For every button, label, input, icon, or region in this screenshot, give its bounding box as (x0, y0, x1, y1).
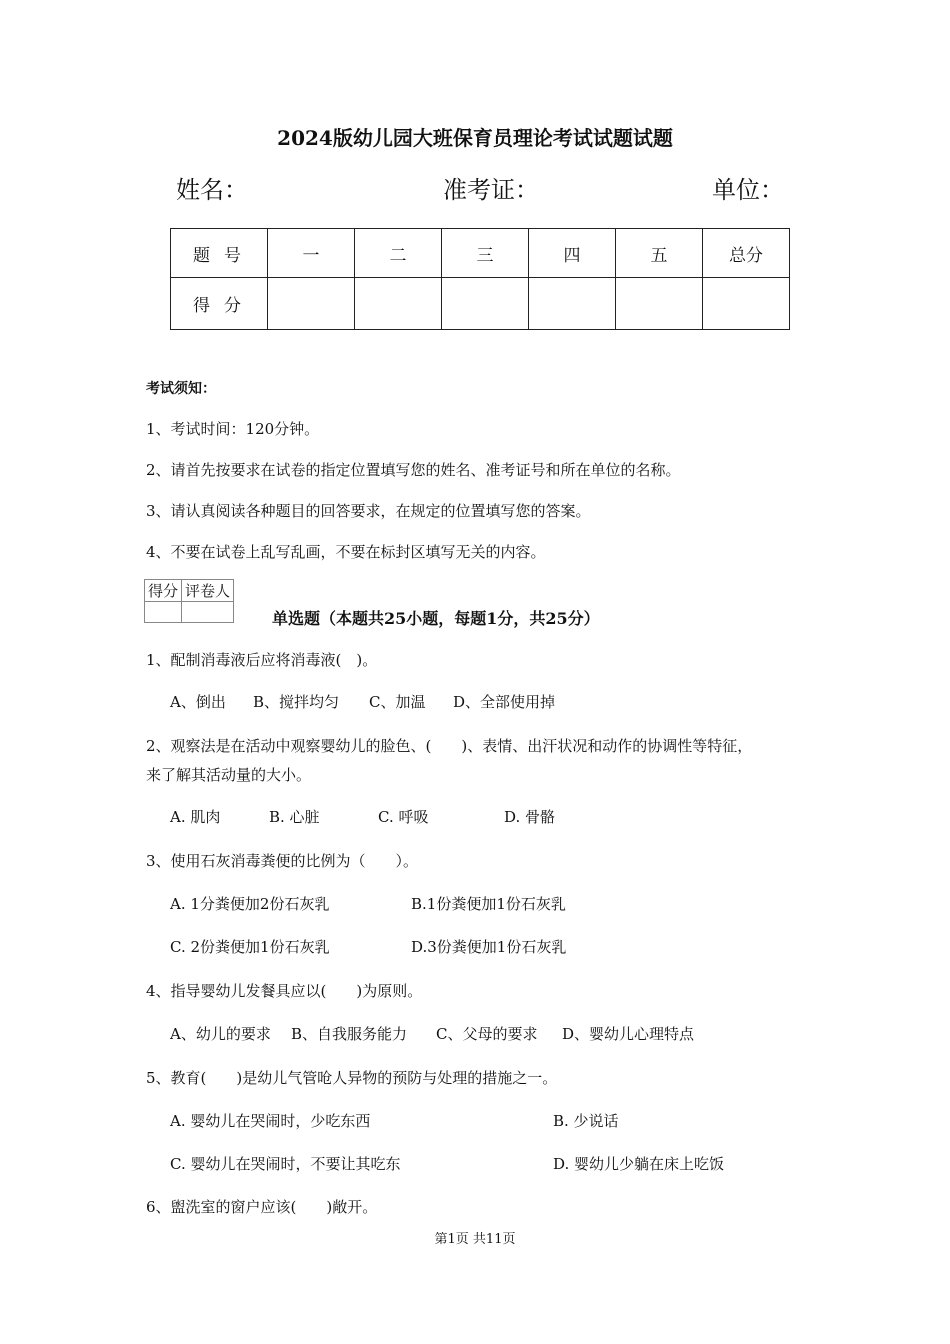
question-5-stem: 5、教育( )是幼儿气管呛人异物的预防与处理的措施之一。 (146, 1069, 558, 1087)
score-table-score-row (171, 278, 790, 330)
score-cell[interactable] (529, 278, 616, 330)
exam-title: 2024版幼儿园大班保育员理论考试试题试题 (277, 126, 673, 150)
q4-option-d: D、婴幼儿心理特点 (562, 1025, 695, 1043)
q4-option-b: B、自我服务能力 (291, 1025, 408, 1043)
q1-option-d: D、全部使用掉 (453, 693, 556, 711)
grader-reviewer-cell[interactable] (182, 602, 234, 623)
q2-option-a: A. 肌肉 (170, 808, 221, 826)
q5-option-d: D. 婴幼儿少躺在床上吃饭 (553, 1155, 725, 1173)
q3-option-b: B.1份粪便加1份石灰乳 (411, 895, 566, 913)
score-col-3: 三 (442, 229, 529, 278)
score-col-4: 四 (529, 229, 616, 278)
q5-option-c: C. 婴幼儿在哭闹时，不要让其吃东 (170, 1155, 401, 1173)
q4-option-c: C、父母的要求 (436, 1025, 538, 1043)
grader-score-label: 得分 (145, 580, 182, 602)
score-cell[interactable] (268, 278, 355, 330)
score-label: 得分 (171, 278, 268, 330)
question-number-label: 题号 (171, 229, 268, 278)
ticket-number-label: 准考证： (443, 176, 539, 204)
q1-option-b: B、搅拌均匀 (253, 693, 340, 711)
q5-option-b: B. 少说话 (553, 1112, 619, 1130)
score-table-header-row (171, 229, 790, 278)
q3-option-d: D.3份粪便加1份石灰乳 (411, 938, 567, 956)
question-4-stem: 4、指导婴幼儿发餐具应以( )为原则。 (146, 982, 423, 1000)
q5-option-a: A. 婴幼儿在哭闹时，少吃东西 (170, 1112, 371, 1130)
notes-heading: 考试须知： (146, 381, 216, 397)
name-label: 姓名： (176, 176, 248, 204)
score-col-2: 二 (355, 229, 442, 278)
question-2-stem-continued: 来了解其活动量的大小。 (146, 766, 312, 784)
score-table (170, 228, 790, 330)
score-cell[interactable] (355, 278, 442, 330)
page-footer: 第1页 共11页 (434, 1232, 516, 1247)
q1-option-a: A、倒出 (170, 693, 226, 711)
score-col-total: 总分 (703, 229, 790, 278)
score-cell[interactable] (616, 278, 703, 330)
grader-reviewer-label: 评卷人 (182, 580, 234, 602)
note-item: 4、不要在试卷上乱写乱画，不要在标封区填写无关的内容。 (146, 543, 546, 561)
note-item: 2、请首先按要求在试卷的指定位置填写您的姓名、准考证号和所在单位的名称。 (146, 461, 681, 479)
question-6-stem: 6、盥洗室的窗户应该( )敞开。 (146, 1198, 378, 1216)
q2-option-b: B. 心脏 (269, 808, 320, 826)
q1-option-c: C、加温 (369, 693, 426, 711)
score-col-5: 五 (616, 229, 703, 278)
note-item: 1、考试时间：120分钟。 (146, 420, 320, 438)
grader-box (144, 579, 234, 623)
q3-option-a: A. 1分粪便加2份石灰乳 (170, 895, 330, 913)
q2-option-c: C. 呼吸 (378, 808, 429, 826)
unit-label: 单位： (712, 176, 784, 204)
score-cell[interactable] (703, 278, 790, 330)
q4-option-a: A、幼儿的要求 (170, 1025, 271, 1043)
question-2-stem: 2、观察法是在活动中观察婴幼儿的脸色、( )、表情、出汗状况和动作的协调性等特征， (146, 737, 753, 755)
section-title: 单选题（本题共25小题，每题1分，共25分） (272, 609, 600, 628)
score-cell[interactable] (442, 278, 529, 330)
q3-option-c: C. 2份粪便加1份石灰乳 (170, 938, 330, 956)
question-3-stem: 3、使用石灰消毒粪便的比例为（ ）。 (146, 852, 419, 870)
score-col-1: 一 (268, 229, 355, 278)
question-1-stem: 1、配制消毒液后应将消毒液( )。 (146, 651, 378, 669)
note-item: 3、请认真阅读各种题目的回答要求，在规定的位置填写您的答案。 (146, 502, 591, 520)
q2-option-d: D. 骨骼 (504, 808, 556, 826)
grader-score-cell[interactable] (145, 602, 182, 623)
